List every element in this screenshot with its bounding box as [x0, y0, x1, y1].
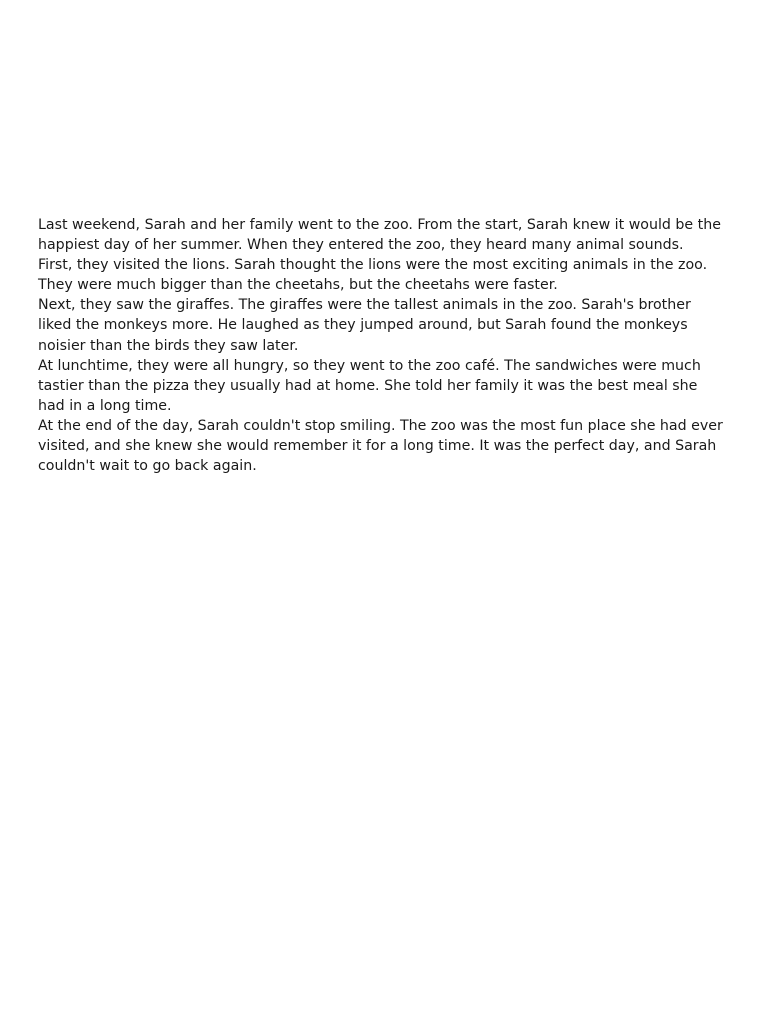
document-body — [38, 215, 728, 476]
paragraph-giraffes-monkeys: Next, they saw the giraffes. The giraffes were the tallest animals in the zoo. Sarah's brother liked the monkeys more. He laughed as they jumped around, but Sarah found the monkeys noisier than the birds they saw later. — [38, 297, 691, 354]
paragraph-end-of-day: At the end of the day, Sarah couldn't stop smiling. The zoo was the most fun place she had ever visited, and she knew she would remember it for a long time. It was the perfect day, and Sarah couldn't wait to go back again. — [38, 417, 723, 475]
paragraph-lions: First, they visited the lions. Sarah thought the lions were the most exciting animals in the zoo. They were much bigger than the cheetahs, but the cheetahs were faster. — [38, 257, 708, 294]
paragraph-zoo-arrival: Last weekend, Sarah and her family went to the zoo. From the start, Sarah knew it would be the happiest day of her summer. When they entered the zoo, they heard many animal sounds. — [38, 217, 721, 254]
paragraph-lunch: At lunchtime, they were all hungry, so they went to the zoo café. The sandwiches were much tastier than the pizza they usually had at home. She told her family it was the best meal she had in a long time. — [38, 357, 701, 414]
